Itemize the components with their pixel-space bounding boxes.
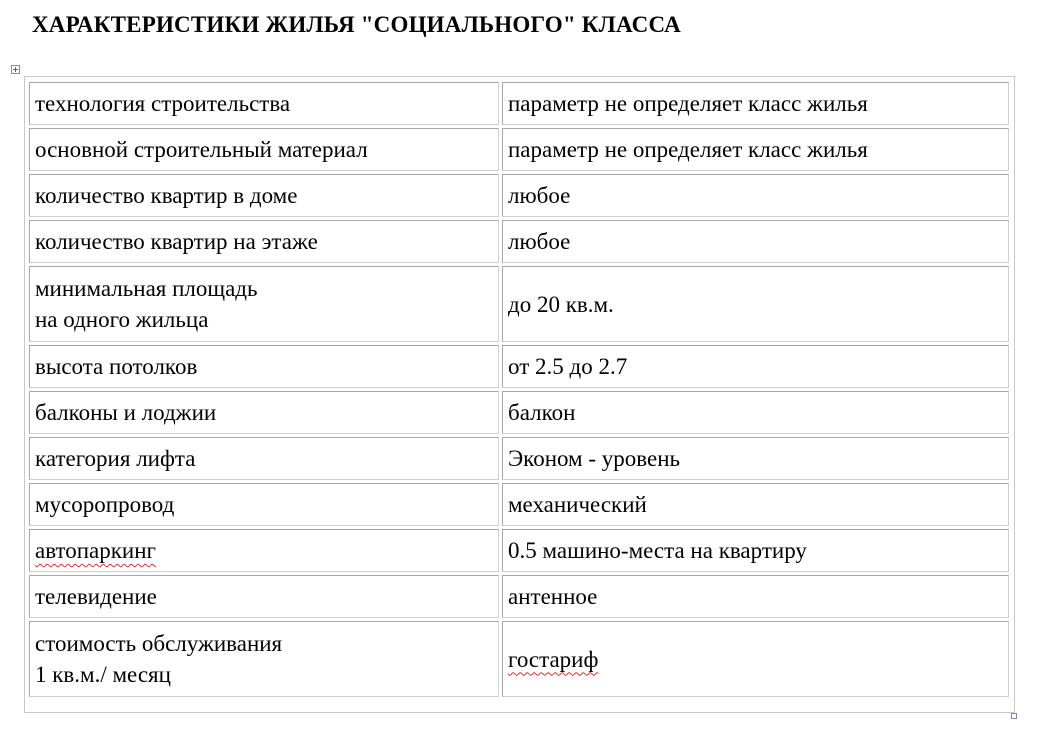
characteristics-table — [26, 79, 1012, 700]
table-row — [29, 483, 1009, 526]
table-row — [29, 128, 1009, 171]
table-row — [29, 529, 1009, 572]
table-row — [29, 345, 1009, 388]
row-label-cell[interactable] — [29, 529, 499, 572]
row-value: 0.5 машино-места на квартиру — [508, 538, 807, 563]
row-label-cell[interactable] — [29, 345, 499, 388]
row-label: количество квартир в доме — [35, 183, 298, 208]
document-title: ХАРАКТЕРИСТИКИ ЖИЛЬЯ "СОЦИАЛЬНОГО" КЛАССА — [32, 12, 681, 37]
table-row — [29, 266, 1009, 342]
row-value-cell[interactable] — [502, 128, 1009, 171]
row-value-cell[interactable] — [502, 621, 1009, 697]
row-label-cell[interactable] — [29, 391, 499, 434]
row-value-cell[interactable] — [502, 174, 1009, 217]
row-value: Эконом - уровень — [508, 446, 681, 471]
row-label-line: минимальная площадь — [35, 276, 258, 301]
row-value-cell[interactable] — [502, 483, 1009, 526]
row-value-cell[interactable] — [502, 220, 1009, 263]
row-label: мусоропровод — [35, 492, 175, 517]
row-value-cell[interactable] — [502, 345, 1009, 388]
row-value: параметр не определяет класс жилья — [508, 137, 868, 162]
row-value-cell[interactable] — [502, 391, 1009, 434]
row-label-line: стоимость обслуживания — [35, 631, 283, 656]
table-row — [29, 174, 1009, 217]
row-label-cell[interactable] — [29, 174, 499, 217]
row-label-cell[interactable] — [29, 575, 499, 618]
row-label-line: на одного жильца — [35, 307, 209, 332]
row-label: телевидение — [35, 584, 157, 609]
row-value: балкон — [508, 400, 576, 425]
row-value-cell[interactable] — [502, 575, 1009, 618]
row-value: гостариф — [508, 646, 599, 672]
row-label: автопаркинг — [35, 538, 156, 563]
row-label-cell[interactable] — [29, 483, 499, 526]
table-row — [29, 575, 1009, 618]
row-value: до 20 кв.м. — [508, 291, 614, 317]
table-row — [29, 621, 1009, 697]
row-label-cell[interactable] — [29, 128, 499, 171]
row-value-cell[interactable] — [502, 82, 1009, 125]
row-label-cell[interactable] — [29, 82, 499, 125]
row-value: механический — [508, 492, 647, 517]
row-value: любое — [508, 229, 571, 254]
table-resize-handle-icon[interactable] — [1011, 713, 1017, 719]
row-label-cell[interactable] — [29, 437, 499, 480]
row-label: высота потолков — [35, 354, 198, 379]
row-label-cell[interactable] — [29, 621, 499, 697]
table-row — [29, 437, 1009, 480]
row-label: балконы и лоджии — [35, 400, 217, 425]
table-row — [29, 220, 1009, 263]
row-label-cell[interactable] — [29, 266, 499, 342]
row-label-cell[interactable] — [29, 220, 499, 263]
row-value-cell[interactable] — [502, 529, 1009, 572]
table-move-handle-icon[interactable] — [11, 65, 20, 74]
row-label: количество квартир на этаже — [35, 229, 318, 254]
row-label: основной строительный материал — [35, 137, 368, 162]
row-value: от 2.5 до 2.7 — [508, 354, 628, 379]
row-label: технология строительства — [35, 91, 291, 116]
table-row — [29, 391, 1009, 434]
row-value: антенное — [508, 584, 598, 609]
row-value-cell[interactable] — [502, 437, 1009, 480]
row-value: любое — [508, 183, 571, 208]
row-label-line: 1 кв.м./ месяц — [35, 662, 171, 687]
row-label: категория лифта — [35, 446, 196, 471]
row-value-cell[interactable] — [502, 266, 1009, 342]
row-value: параметр не определяет класс жилья — [508, 91, 868, 116]
table-row — [29, 82, 1009, 125]
